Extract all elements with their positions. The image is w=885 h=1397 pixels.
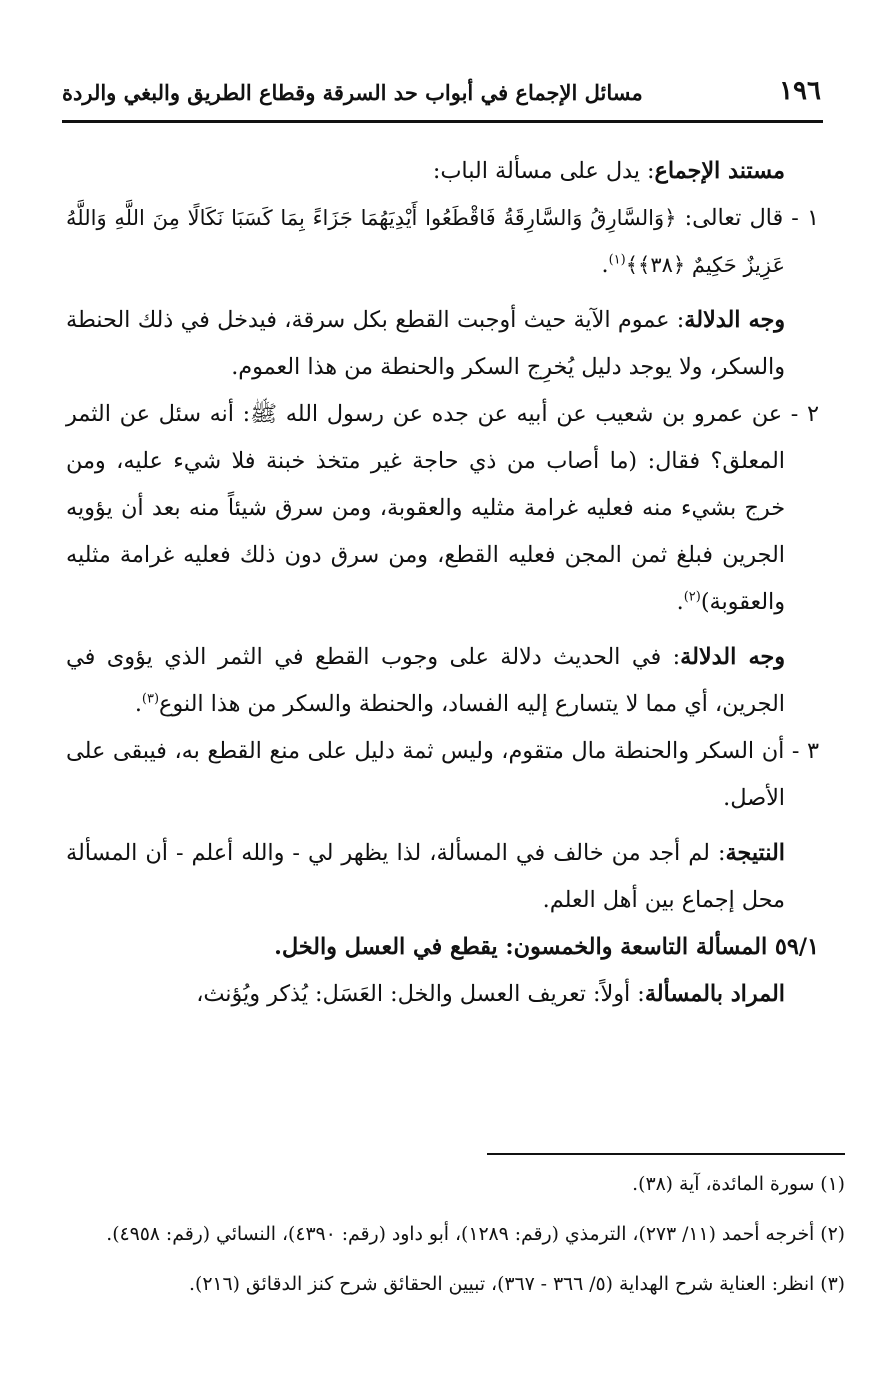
evidence-item-1 xyxy=(66,195,819,289)
item-1-end: . xyxy=(601,252,609,278)
footnotes xyxy=(48,1165,845,1305)
footnote-ref-2: (٢) xyxy=(683,589,701,605)
evidence-2-text: : في الحديث دلالة على وجوب القطع في الثمر الذي يؤوى في الجرين، أي مما لا يتسارع إليه الفساد، والحنطة والسكر من هذا النوع xyxy=(66,644,785,717)
issue-meaning-paragraph xyxy=(66,971,819,1018)
running-title: مسائل الإجماع في أبواب حد السرقة وقطاع الطريق والبغي والردة xyxy=(62,80,643,105)
evidence-item-3: ٣ - أن السكر والحنطة مال متقوم، وليس ثمة دليل على منع القطع به، فيبقى على الأصل. xyxy=(66,738,819,811)
issue-meaning-text: : أولاً: تعريف العسل والخل: العَسَل: يُذكر ويُؤنث، xyxy=(196,981,645,1007)
result-text: : لم أجد من خالف في المسألة، لذا يظهر لي - والله أعلم - أن المسألة محل إجماع بين أهل العلم. xyxy=(66,840,785,913)
evidence-2-label: وجه الدلالة xyxy=(680,644,785,670)
consensus-basis-paragraph xyxy=(66,148,819,195)
consensus-basis-label: مستند الإجماع xyxy=(654,158,785,184)
page-header xyxy=(62,74,823,123)
consensus-basis-text: : يدل على مسألة الباب: xyxy=(432,158,655,184)
page-number: ١٩٦ xyxy=(779,76,821,106)
footnote-3: (٣) انظر: العناية شرح الهداية (٥/ ٣٦٦ - ٣٦٧)، تبيين الحقائق شرح كنز الدقائق (٢١٦). xyxy=(189,1274,845,1295)
item-1-prefix: ١ - قال تعالى: xyxy=(676,205,820,231)
result-paragraph xyxy=(66,830,819,924)
footnote-ref-3: (٣) xyxy=(141,691,160,707)
evidence-1-text: : عموم الآية حيث أوجبت القطع بكل سرقة، فيدخل في ذلك الحنطة والسكر، ولا يوجد دليل يُخرِج السكر والحنطة من هذا العموم. xyxy=(66,307,785,380)
footnote-ref-1: (١) xyxy=(608,252,626,268)
evidence-explanation-1 xyxy=(66,297,819,391)
item-2-end: . xyxy=(676,589,684,615)
issue-heading: ٥٩/١ المسألة التاسعة والخمسون: يقطع في العسل والخل. xyxy=(274,934,819,960)
footnote-1: (١) سورة المائدة، آية (٣٨). xyxy=(632,1174,845,1195)
evidence-explanation-2 xyxy=(66,634,819,728)
evidence-1-label: وجه الدلالة xyxy=(684,307,785,333)
footnote-2: (٢) أخرجه أحمد (١١/ ٢٧٣)، الترمذي (رقم: ١٢٨٩)، أبو داود (رقم: ٤٣٩٠)، النسائي (رقم: ٤٩٥٨). xyxy=(106,1224,845,1245)
main-text xyxy=(66,148,819,1018)
hadith-text: ٢ - عن عمرو بن شعيب عن أبيه عن جده عن رسول الله ﷺ: أنه سئل عن الثمر المعلق؟ فقال: (ما أصاب من ذي حاجة غير متخذ خبنة فلا شيء عليه، ومن خرج بشيء منه فعليه غرامة مثليه والعقوبة، ومن سرق شيئاً منه بعد أن يؤويه الجرين فبلغ ثمن المجن فعليه القطع، ومن سرق دون ذلك فعليه غرامة مثليه والعقوبة) xyxy=(66,401,819,615)
quran-verse: ﴿وَالسَّارِقُ وَالسَّارِقَةُ فَاقْطَعُوا أَيْدِيَهُمَا جَزَاءً بِمَا كَسَبَا نَكَالًا مِنَ اللَّهِ وَاللَّهُ عَزِيزٌ حَكِيمٌ ﴿٣٨﴾﴾ xyxy=(66,206,785,277)
issue-meaning-label: المراد بالمسألة xyxy=(644,981,785,1007)
evidence-2-end: . xyxy=(134,691,142,717)
result-label: النتيجة xyxy=(725,840,785,866)
footnote-separator xyxy=(487,1153,845,1155)
evidence-item-2 xyxy=(66,391,819,626)
